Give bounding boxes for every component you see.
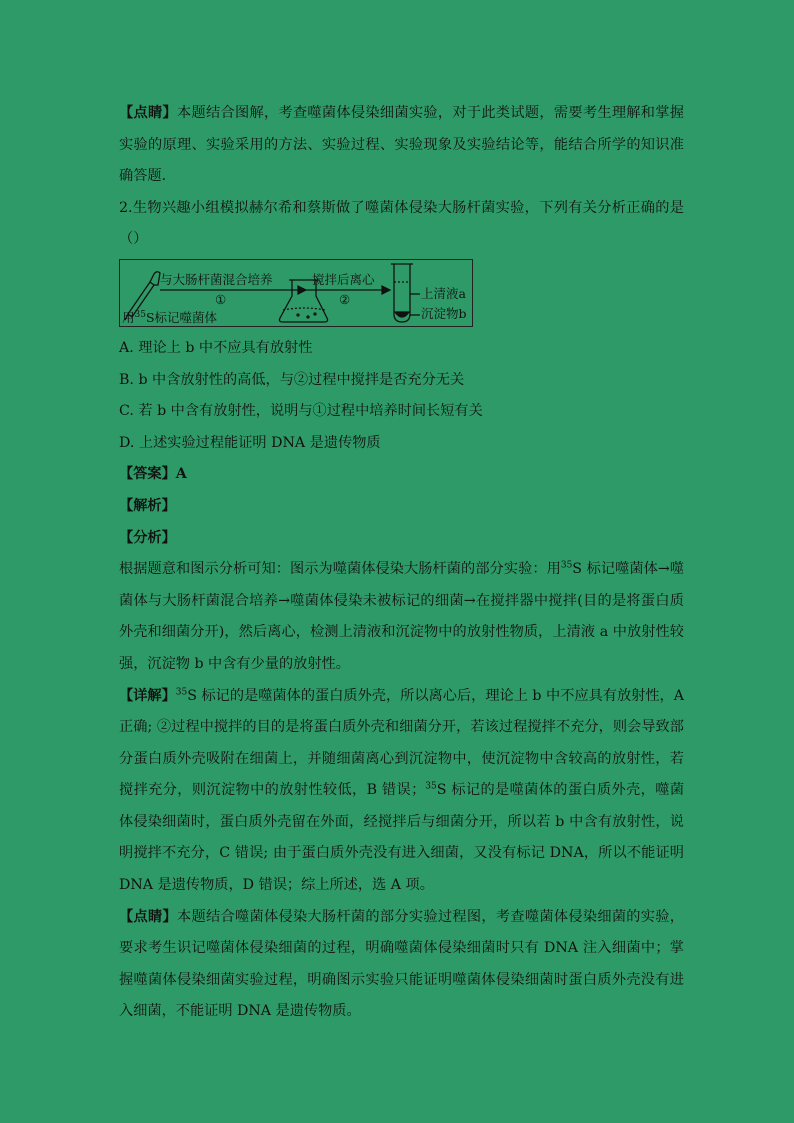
experiment-figure xyxy=(119,259,473,327)
precipitate-label: 沉淀物b xyxy=(421,305,467,321)
supernatant-label: 上清液a xyxy=(421,285,466,301)
note-paragraph-1 xyxy=(119,98,684,193)
document-page xyxy=(119,98,684,1028)
jiexi-heading: 【解析】 xyxy=(119,497,176,514)
question-stem: 2.生物兴趣小组模拟赫尔希和蔡斯做了噬菌体侵染大肠杆菌实验，下列有关分析正确的是（） xyxy=(119,199,684,248)
analysis-paragraph: 根据题意和图示分析可知：图示为噬菌体侵染大肠杆菌的部分实验：用$^{35}$S 标记噬菌体→噬菌体与大肠杆菌混合培养→噬菌体侵染未被标记的细菌→在搅拌器中搅拌(目的是将蛋白质外壳和细菌分开)，然后离心，检测上清液和沉淀物中的放射性物质，上清液 a 中放射性较强，沉淀物 b 中含有少量的放射性。 xyxy=(119,560,684,672)
note-paragraph-2 xyxy=(119,902,684,1028)
answer-line: 【答案】A xyxy=(119,466,187,483)
final-text: 本题结合噬菌体侵染大肠杆菌的部分实验过程图，考查噬菌体侵染细菌的实验，要求考生识记噬菌体侵染细菌的过程，明确噬菌体侵染细菌时只有 DNA 注入细菌中；掌握噬菌体侵染细菌实验过程，明确图示实验只能证明噬菌体侵染细菌时蛋白质外壳没有进入细菌，不能证明 DNA 是遗传物质。 xyxy=(119,908,684,1020)
step1-number: ① xyxy=(215,291,227,307)
detail-tag: 【详解】 xyxy=(119,687,176,704)
option-c: C. 若 b 中含有放射性，说明与①过程中培养时间长短有关 xyxy=(119,403,483,420)
step2-number: ② xyxy=(339,291,351,307)
option-b: B. b 中含放射性的高低，与②过程中搅拌是否充分无关 xyxy=(119,371,465,388)
step2-label: 搅拌后离心 xyxy=(312,271,375,287)
option-a: A. 理论上 b 中不应具有放射性 xyxy=(119,339,313,356)
final-tag: 【点睛】 xyxy=(119,908,177,925)
fenxi-heading: 【分析】 xyxy=(119,529,176,546)
detail-paragraph: 【详解】$^{35}$S 标记的是噬菌体的蛋白质外壳，所以离心后，理论上 b 中不应具有放射性，A 正确; ②过程中搅拌的目的是将蛋白质外壳和细菌分开，若该过程搅拌不充分，则会导致部分蛋白质外壳吸附在细菌上，并随细菌离心到沉淀物中，使沉淀物中含较高的放射性，若搅拌充分，则沉淀物中的放射性较低，B 错误；$^{35}$S 标记的是噬菌体的蛋白质外壳，噬菌体侵染细菌时，蛋白质外壳留在外面，经搅拌后与细菌分开，所以若 b 中含有放射性，说明搅拌不充分，C 错误; 由于蛋白质外壳没有进入细菌，又没有标记 DNA，所以不能证明 DNA 是遗传物质，D 错误；综上所述，选 A 项。 xyxy=(119,686,685,894)
step1-label: 与大肠杆菌混合培养 xyxy=(160,271,273,287)
note-tag: 【点睛】 xyxy=(119,105,177,121)
marker-label: 用$^{35}$S标记噬菌体 xyxy=(122,309,218,325)
arrow-step-1 xyxy=(160,286,306,294)
note-text: 本题结合图解，考查噬菌体侵染细菌实验，对于此类试题，需要考生理解和掌握实验的原理、实验采用的方法、实验过程、实验现象及实验结论等，能结合所学的知识准确答题． xyxy=(119,105,684,185)
option-d: D. 上述实验过程能证明 DNA 是遗传物质 xyxy=(119,434,381,451)
test-tube-icon xyxy=(391,264,420,322)
